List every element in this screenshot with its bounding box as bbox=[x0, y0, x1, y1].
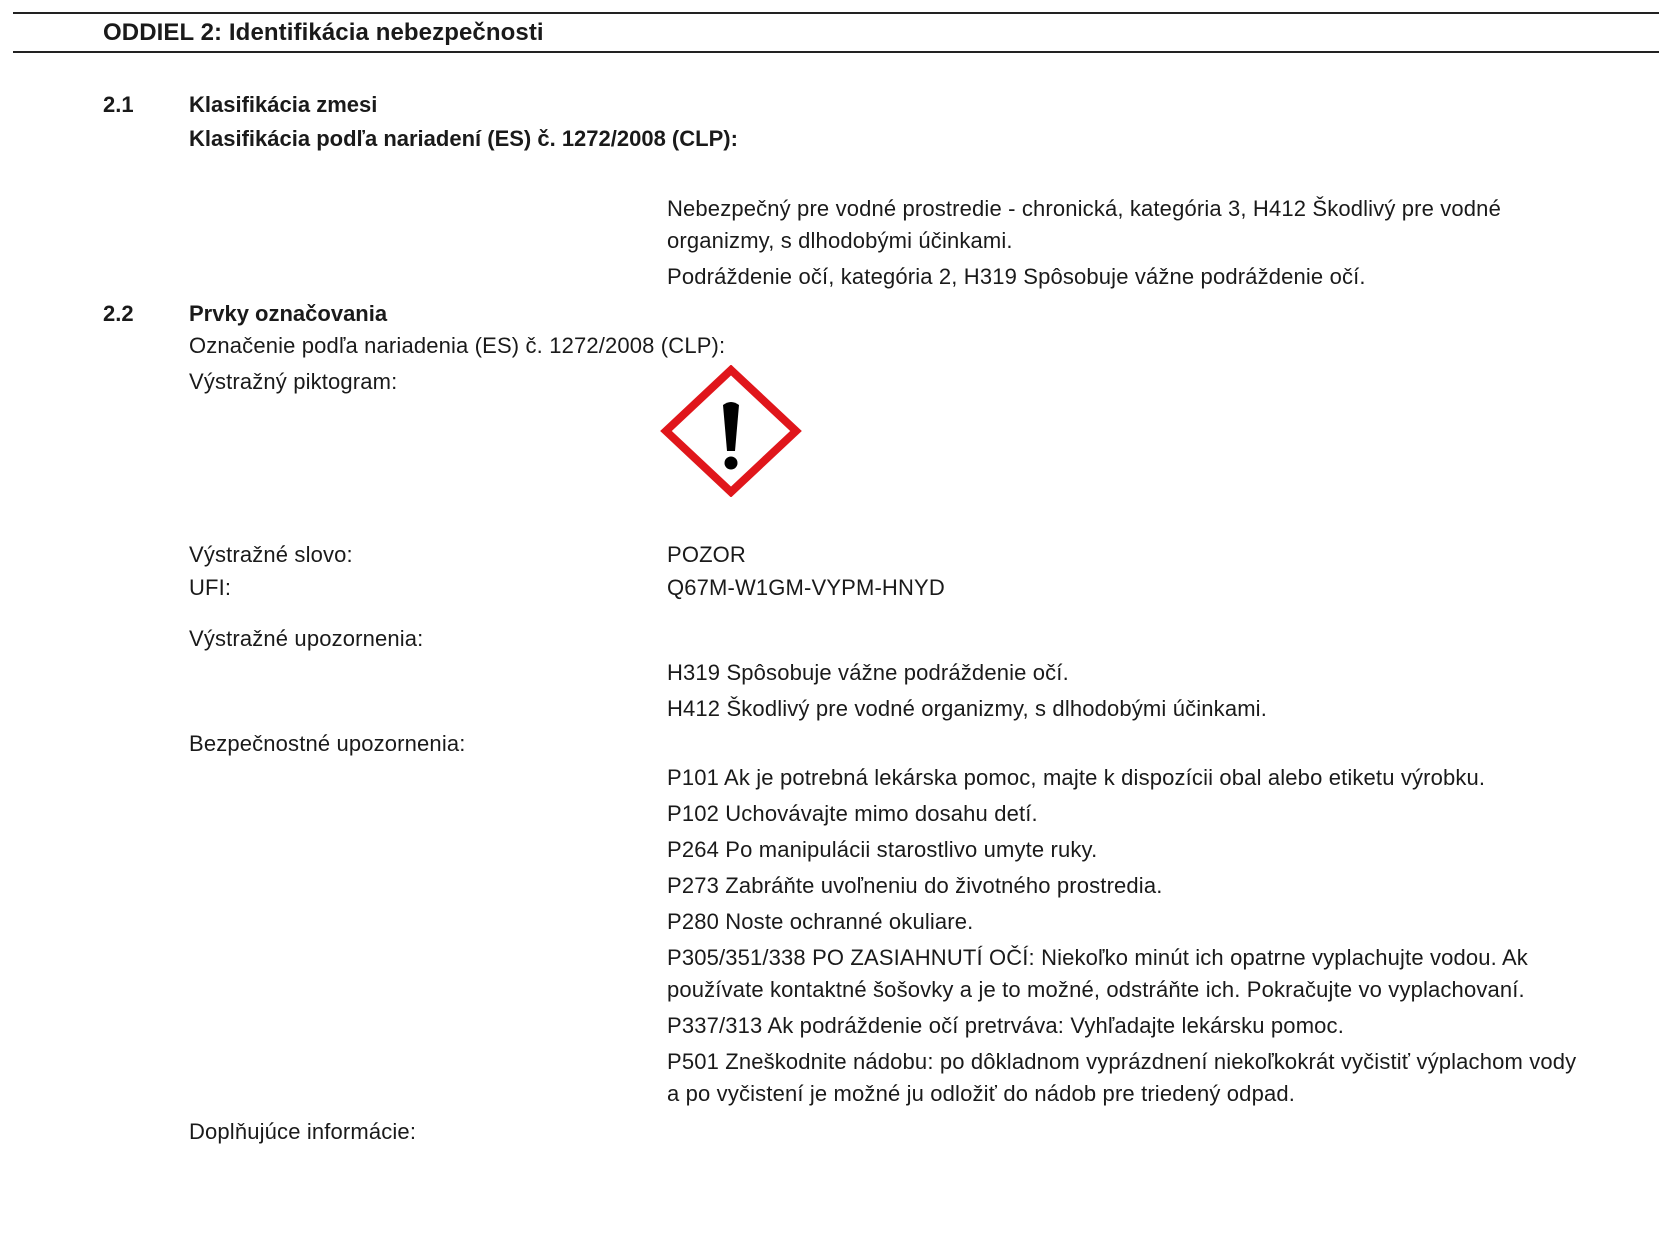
precautionary-statement: P101 Ak je potrebná lekárska pomoc, majte k dispozícii obal alebo etiketu výrobku. bbox=[667, 765, 1486, 790]
precautionary-statement: P337/313 Ak podráždenie očí pretrváva: Vyhľadajte lekársku pomoc. bbox=[667, 1013, 1344, 1038]
precautionary-statement: P264 Po manipulácii starostlivo umyte ruky. bbox=[667, 837, 1098, 862]
subsection-number-2-1: 2.1 bbox=[103, 92, 134, 117]
ufi-value: Q67M-W1GM-VYPM-HNYD bbox=[667, 575, 945, 600]
section-title: ODDIEL 2: Identifikácia nebezpečnosti bbox=[103, 19, 544, 46]
section-bottom-rule bbox=[13, 51, 1659, 53]
precautionary-statement: používate kontaktné šošovky a je to možné, odstráňte ich. Pokračujte vo vyplachovaní. bbox=[667, 977, 1525, 1002]
pictogram-label: Výstražný piktogram: bbox=[189, 369, 398, 394]
subsection-number-2-2: 2.2 bbox=[103, 301, 134, 326]
hazard-statements-label: Výstražné upozornenia: bbox=[189, 626, 424, 651]
precautionary-statement: P273 Zabráňte uvoľneniu do životného prostredia. bbox=[667, 873, 1163, 898]
ufi-label: UFI: bbox=[189, 575, 232, 600]
signal-word-value: POZOR bbox=[667, 542, 746, 567]
subsection-heading-2-1: Klasifikácia zmesi bbox=[189, 92, 378, 117]
precautionary-statements-label: Bezpečnostné upozornenia: bbox=[189, 731, 466, 756]
classification-line: Podráždenie očí, kategória 2, H319 Spôsobuje vážne podráždenie očí. bbox=[667, 264, 1366, 289]
subsection-heading-2-2: Prvky označovania bbox=[189, 301, 388, 326]
classification-line: organizmy, s dlhodobými účinkami. bbox=[667, 228, 1013, 253]
classification-line: Nebezpečný pre vodné prostredie - chronická, kategória 3, H412 Škodlivý pre vodné bbox=[667, 196, 1501, 221]
precautionary-statement: P305/351/338 PO ZASIAHNUTÍ OČÍ: Niekoľko minút ich opatrne vyplachujte vodou. Ak bbox=[667, 945, 1528, 970]
precautionary-statement: P280 Noste ochranné okuliare. bbox=[667, 909, 974, 934]
signal-word-label: Výstražné slovo: bbox=[189, 542, 353, 567]
ghs07-exclamation-mark-icon bbox=[660, 365, 802, 497]
supplementary-info-label: Doplňujúce informácie: bbox=[189, 1119, 417, 1144]
precautionary-statement: P102 Uchovávajte mimo dosahu detí. bbox=[667, 801, 1038, 826]
precautionary-statement: P501 Zneškodnite nádobu: po dôkladnom vyprázdnení niekoľkokrát vyčistiť výplachom vody bbox=[667, 1049, 1577, 1074]
precautionary-statement: a po vyčistení je možné ju odložiť do nádob pre triedený odpad. bbox=[667, 1081, 1295, 1106]
hazard-statement: H412 Škodlivý pre vodné organizmy, s dlhodobými účinkami. bbox=[667, 696, 1267, 721]
classification-subheading: Klasifikácia podľa nariadení (ES) č. 1272/2008 (CLP): bbox=[189, 126, 738, 151]
hazard-statement: H319 Spôsobuje vážne podráždenie očí. bbox=[667, 660, 1069, 685]
section-top-rule bbox=[13, 12, 1659, 14]
marking-regulation-label: Označenie podľa nariadenia (ES) č. 1272/2008 (CLP): bbox=[189, 333, 726, 358]
